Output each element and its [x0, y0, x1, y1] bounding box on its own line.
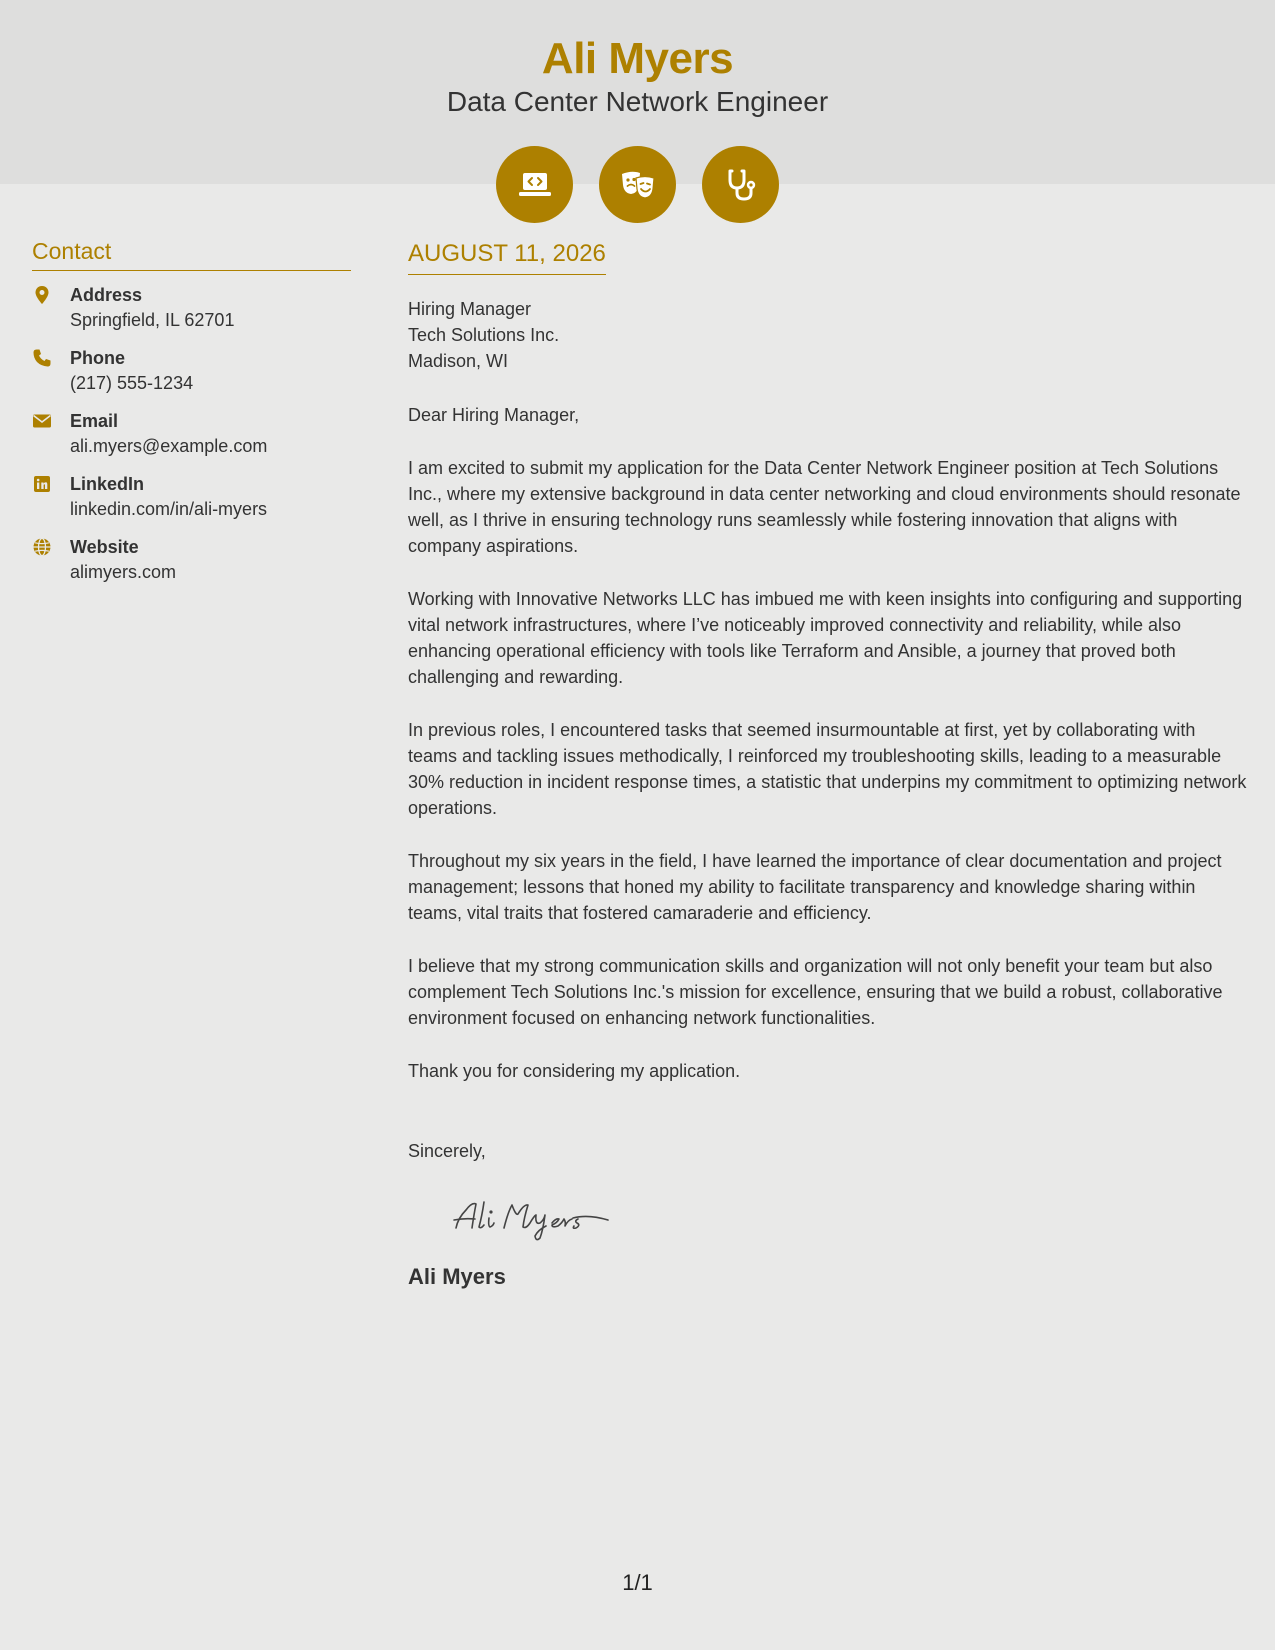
interest-icons — [0, 146, 1275, 223]
theater-masks-icon — [599, 146, 676, 223]
stethoscope-icon — [702, 146, 779, 223]
phone-label: Phone — [70, 348, 126, 368]
paragraph-4: Throughout my six years in the field, I have learned the importance of clear documentation and project management; lessons that honed my ability to facilitate transparency and knowledge sharing within teams, vital traits that fostered camaraderie and efficiency. — [408, 851, 1222, 923]
contact-section — [32, 238, 351, 598]
phone-icon — [32, 346, 70, 396]
contact-heading: Contact — [32, 238, 351, 271]
envelope-icon — [32, 409, 70, 459]
salutation: Dear Hiring Manager, — [408, 405, 580, 425]
address-label: Address — [70, 285, 143, 305]
applicant-name: Ali Myers — [541, 34, 734, 83]
contact-phone — [32, 346, 351, 396]
page-number: 1/1 — [622, 1570, 653, 1595]
letter-body — [408, 240, 1248, 1290]
website-label: Website — [70, 537, 139, 557]
signer-name: Ali Myers — [408, 1264, 506, 1289]
laptop-code-icon — [496, 146, 573, 223]
website-value: alimyers.com — [70, 562, 177, 582]
linkedin-value: linkedin.com/in/ali-myers — [70, 499, 268, 519]
paragraph-3: In previous roles, I encountered tasks that seemed insurmountable at first, yet by collaborating with teams and tackling issues methodically, I reinforced my troubleshooting skills, leading to a measurable 30% reduction in incident response times, a statistic that underpins my commitment to optimizing network operations. — [408, 720, 1247, 818]
closing: Sincerely, — [408, 1141, 486, 1161]
email-label: Email — [70, 411, 119, 431]
paragraph-1: I am excited to submit my application for the Data Center Network Engineer position at Tech Solutions Inc., where my extensive background in data center networking and cloud environments should resonate well, as I thrive in ensuring technology runs seamlessly while fostering innovation that aligns with company aspirations. — [408, 458, 1241, 556]
letter-date: AUGUST 11, 2026 — [408, 240, 606, 275]
recipient-block — [408, 296, 1248, 374]
recipient-company: Tech Solutions Inc. — [408, 325, 560, 345]
contact-email — [32, 409, 351, 459]
linkedin-label: LinkedIn — [70, 474, 145, 494]
handwritten-signature — [448, 1190, 638, 1244]
email-value: ali.myers@example.com — [70, 436, 268, 456]
contact-website — [32, 535, 351, 585]
map-pin-icon — [32, 283, 70, 333]
recipient-location: Madison, WI — [408, 351, 509, 371]
contact-linkedin — [32, 472, 351, 522]
paragraph-2: Working with Innovative Networks LLC has imbued me with keen insights into configuring and supporting vital network infrastructures, where I’ve noticeably improved connectivity and reliability, while also enhancing operational efficiency with tools like Terraform and Ansible, a journey that proved both challenging and rewarding. — [408, 589, 1243, 687]
contact-address — [32, 283, 351, 333]
linkedin-icon — [32, 472, 70, 522]
paragraph-6: Thank you for considering my application. — [408, 1061, 741, 1081]
paragraph-5: I believe that my strong communication skills and organization will not only benefit your team but also complement Tech Solutions Inc.'s mission for excellence, ensuring that we build a robust, collaborative environment focused on enhancing network functionalities. — [408, 956, 1223, 1028]
globe-icon — [32, 535, 70, 585]
job-title: Data Center Network Engineer — [446, 86, 829, 117]
phone-value: (217) 555-1234 — [70, 373, 194, 393]
address-value: Springfield, IL 62701 — [70, 310, 235, 330]
recipient-name: Hiring Manager — [408, 299, 532, 319]
